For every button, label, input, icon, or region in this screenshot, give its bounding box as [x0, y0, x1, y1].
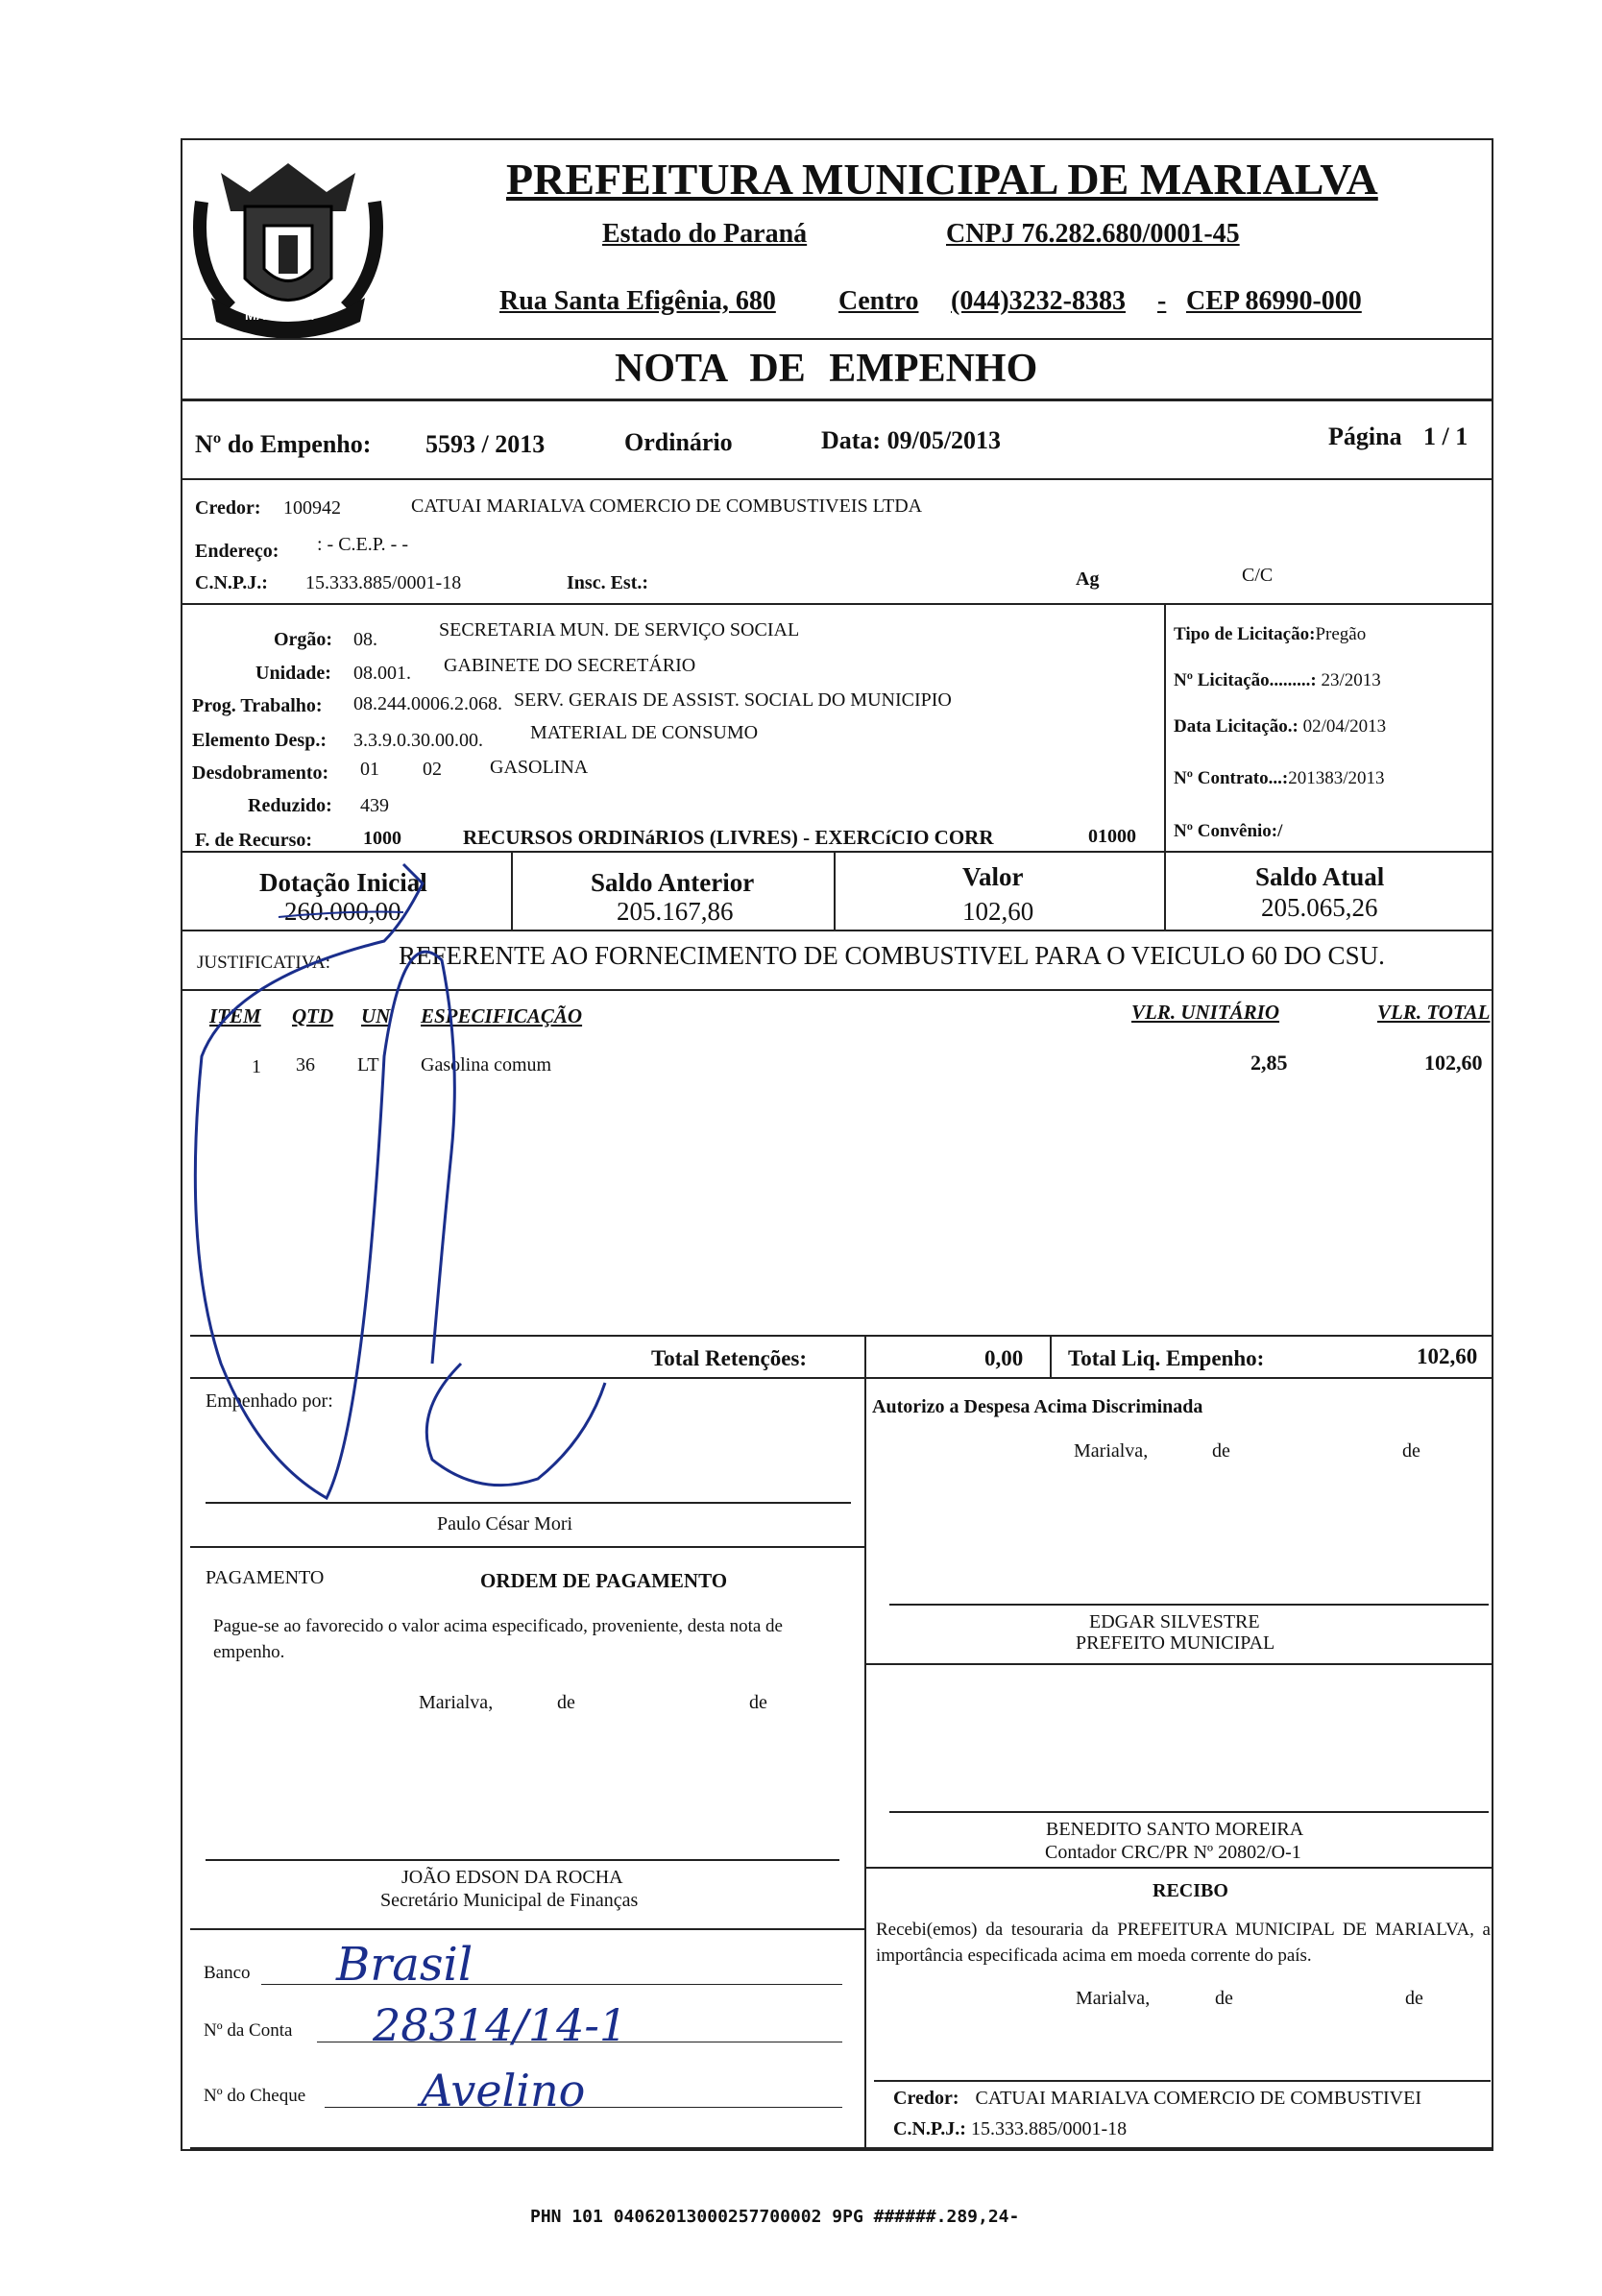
orgao-name: SECRETARIA MUN. DE SERVIÇO SOCIAL [439, 619, 800, 640]
reduzido-value: 439 [360, 795, 389, 816]
credor-code: 100942 [283, 497, 341, 519]
saldo-atual-label: Saldo Atual [1255, 862, 1385, 891]
empenho-date: Data: 09/05/2013 [821, 426, 1002, 454]
recibo-credor-label: Credor: [893, 2088, 959, 2109]
total-retencoes-label: Total Retenções: [651, 1346, 808, 1370]
justificativa-text: REFERENTE AO FORNECIMENTO DE COMBUSTIVEL PARA O VEICULO 60 DO CSU. [399, 941, 1385, 970]
pagamento-label: PAGAMENTO [206, 1567, 325, 1588]
tipo-licitacao-value: Pregão [1315, 624, 1367, 644]
saldo-anterior-label: Saldo Anterior [591, 868, 755, 897]
pagamento-de2: de [749, 1692, 767, 1713]
doc-title-word3: EMPENHO [829, 347, 1038, 391]
doc-title-word2: DE [749, 347, 806, 391]
dotacao-label: Dotação Inicial [259, 868, 427, 897]
pague-text: Pague-se ao favorecido o valor acima especificado, proveniente, desta nota de empenho. [213, 1616, 783, 1662]
contador-name: BENEDITO SANTO MOREIRA [1046, 1819, 1304, 1840]
recibo-label: RECIBO [1153, 1880, 1228, 1901]
orgao-code: 08. [353, 629, 377, 650]
row-esp: Gasolina comum [421, 1054, 552, 1075]
convenio-label: Nº Convênio:/ [1174, 821, 1283, 841]
tipo-licitacao-label: Tipo de Licitação: [1174, 624, 1316, 644]
saldo-anterior-value: 205.167,86 [617, 897, 734, 926]
cnpj-label: CNPJ 76.282.680/0001-45 [946, 219, 1240, 249]
address-value: : - C.E.P. - - [317, 534, 408, 555]
unidade-label: Unidade: [255, 663, 331, 684]
credor-label: Credor: [195, 497, 261, 519]
col-un-header: UN [361, 1004, 391, 1027]
credor-name: CATUAI MARIALVA COMERCIO DE COMBUSTIVEIS LTDA [411, 495, 923, 517]
recibo-de2: de [1405, 1988, 1423, 2009]
prefeito-name: EDGAR SILVESTRE [1089, 1611, 1260, 1632]
col-item-header: ITEM [209, 1004, 261, 1027]
phone-label: (044)3232-8383 [951, 286, 1126, 316]
address-label: Endereço: [195, 541, 279, 562]
empenho-number: 5593 / 2013 [425, 430, 546, 458]
justificativa-label: JUSTIFICATIVA: [197, 953, 331, 973]
financas-name: JOÃO EDSON DA ROCHA [401, 1867, 623, 1888]
fonte-number: 01000 [1088, 826, 1136, 847]
elemento-code: 3.3.9.0.30.00.00. [353, 730, 483, 751]
cep-separator: - [1157, 286, 1167, 316]
desdobramento-code2: 02 [423, 759, 442, 780]
empenho-number-label: Nº do Empenho: [195, 430, 372, 458]
contrato-value: 201383/2013 [1288, 768, 1385, 788]
credor-cnpj-label: C.N.P.J.: [195, 572, 268, 593]
contrato-label: Nº Contrato...: [1174, 768, 1289, 788]
cc-label: C/C [1242, 565, 1274, 586]
fonte-name: RECURSOS ORDINáRIOS (LIVRES) - EXERCíCIO CORR [463, 826, 994, 849]
empenhado-label: Empenhado por: [206, 1390, 333, 1412]
state-label: Estado do Paraná [602, 219, 808, 249]
footer-code: PHN 101 04062013000257700002 9PG ######.289,24- [530, 2207, 1020, 2227]
fonte-code: 1000 [363, 828, 401, 849]
autorizo-label: Autorizo a Despesa Acima Discriminada [872, 1396, 1203, 1417]
empenhado-name: Paulo César Mori [437, 1513, 573, 1535]
recibo-text: Recebi(emos) da tesouraria da PREFEITURA MUNICIPAL DE MARIALVA, a importância especificada acima em moeda corrente do país. [876, 1920, 1491, 1966]
prog-name: SERV. GERAIS DE ASSIST. SOCIAL DO MUNICIPIO [514, 689, 952, 711]
page-number: 1 / 1 [1423, 423, 1468, 450]
col-vt-header: VLR. TOTAL [1377, 1001, 1491, 1024]
recibo-city: Marialva, [1076, 1988, 1151, 2009]
street-label: Rua Santa Efigênia, 680 [499, 286, 776, 316]
row-vu: 2,85 [1250, 1051, 1288, 1075]
pagamento-city: Marialva, [419, 1692, 494, 1713]
desdobramento-label: Desdobramento: [192, 762, 329, 784]
financas-title: Secretário Municipal de Finanças [380, 1890, 639, 1911]
conta-handwriting: 28314/14-1 [373, 1999, 628, 2051]
ie-label: Insc. Est.: [567, 572, 649, 593]
credor-cnpj: 15.333.885/0001-18 [305, 572, 462, 593]
dotacao-value: 260.000,00 [284, 897, 401, 926]
recibo-credor-name: CATUAI MARIALVA COMERCIO DE COMBUSTIVEI [975, 2088, 1421, 2109]
total-retencoes-value: 0,00 [984, 1346, 1024, 1370]
prog-code: 08.244.0006.2.068. [353, 693, 502, 714]
row-qtd: 36 [296, 1054, 315, 1075]
total-liq-value: 102,60 [1417, 1344, 1478, 1368]
recibo-cnpj-label: C.N.P.J.: [893, 2118, 966, 2139]
cep-label: CEP 86990-000 [1186, 286, 1362, 316]
col-vu-header: VLR. UNITÁRIO [1131, 1001, 1280, 1024]
crest-banner-text: MARIALVA [245, 307, 314, 323]
page-title: PREFEITURA MUNICIPAL DE MARIALVA [506, 155, 1378, 204]
data-licitacao-label: Data Licitação.: [1174, 716, 1299, 737]
total-liq-label: Total Liq. Empenho: [1068, 1346, 1265, 1370]
prefeito-title: PREFEITO MUNICIPAL [1076, 1632, 1275, 1654]
cheque-label: Nº do Cheque [204, 2086, 306, 2106]
autorizo-city: Marialva, [1074, 1440, 1149, 1462]
col-esp-header: ESPECIFICAÇÃO [421, 1004, 583, 1027]
row-un: LT [357, 1054, 379, 1075]
page-label: Página [1328, 423, 1402, 450]
row-vt: 102,60 [1424, 1051, 1483, 1075]
recibo-cnpj-value: 15.333.885/0001-18 [970, 2118, 1128, 2139]
district-label: Centro [838, 286, 919, 316]
ag-label: Ag [1076, 568, 1100, 590]
ordem-label: ORDEM DE PAGAMENTO [480, 1569, 728, 1592]
pagamento-de1: de [557, 1692, 575, 1713]
unidade-code: 08.001. [353, 663, 411, 684]
reduzido-label: Reduzido: [248, 795, 332, 816]
unidade-name: GABINETE DO SECRETÁRIO [444, 655, 696, 676]
banco-handwriting: Brasil [336, 1938, 473, 1992]
num-licitacao-label: Nº Licitação.........: [1174, 670, 1317, 690]
desdobramento-code1: 01 [360, 759, 379, 780]
banco-label: Banco [204, 1963, 251, 1983]
num-licitacao-value: 23/2013 [1321, 670, 1381, 690]
fonte-label: F. de Recurso: [195, 830, 313, 851]
prog-label: Prog. Trabalho: [192, 695, 323, 716]
autorizo-de1: de [1212, 1440, 1230, 1462]
col-qtd-header: QTD [292, 1004, 334, 1027]
row-item: 1 [252, 1056, 261, 1077]
cheque-handwriting: Avelino [421, 2065, 586, 2116]
data-licitacao-value: 02/04/2013 [1302, 716, 1387, 737]
orgao-label: Orgão: [274, 629, 333, 650]
valor-value: 102,60 [962, 897, 1034, 926]
valor-label: Valor [962, 862, 1024, 891]
elemento-name: MATERIAL DE CONSUMO [530, 722, 759, 743]
contador-title: Contador CRC/PR Nº 20802/O-1 [1045, 1842, 1301, 1863]
elemento-label: Elemento Desp.: [192, 730, 327, 751]
autorizo-de2: de [1402, 1440, 1420, 1462]
conta-label: Nº da Conta [204, 2020, 293, 2041]
empenho-type: Ordinário [624, 428, 733, 456]
desdobramento-name: GASOLINA [490, 757, 589, 778]
recibo-de1: de [1215, 1988, 1233, 2009]
saldo-atual-value: 205.065,26 [1261, 893, 1378, 922]
doc-title-word1: NOTA [615, 347, 726, 391]
